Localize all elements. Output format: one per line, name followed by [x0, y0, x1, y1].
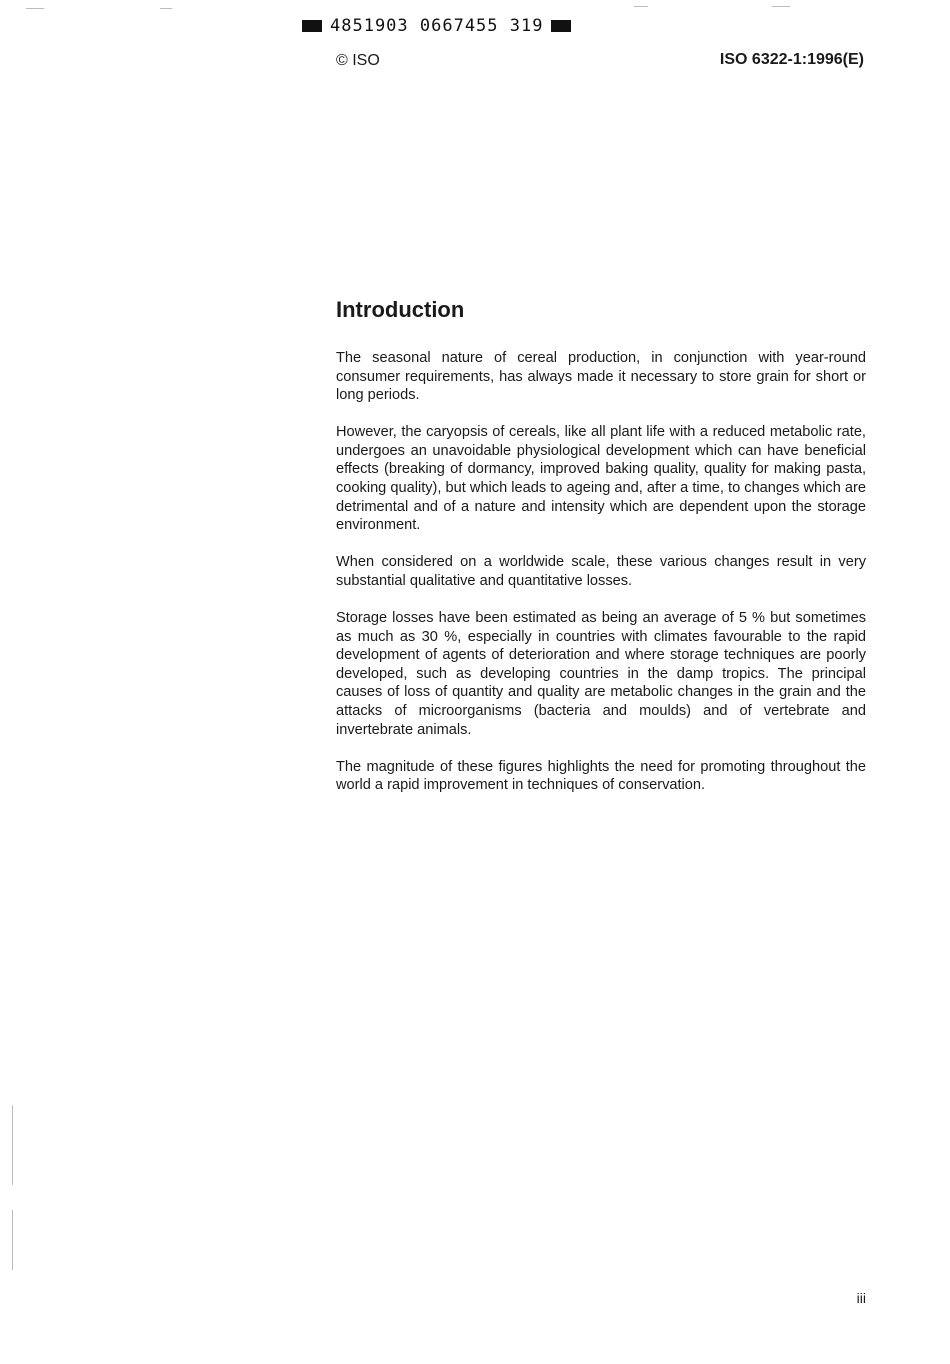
page-number: iii — [856, 1290, 866, 1306]
scan-artifact — [160, 8, 172, 9]
introduction-body — [336, 349, 866, 813]
paragraph: The magnitude of these figures highlights the need for promoting throughout the world a rapid improvement in techniques of conservation. — [336, 758, 866, 794]
barcode-number: 4851903 0667455 319 — [330, 16, 544, 36]
barcode-block-left — [302, 20, 322, 32]
paragraph: Storage losses have been estimated as being an average of 5 % but sometimes as much as 30 %, especially in countries with climates favourable to the rapid development of agents of deterioration and where storage techniques are poorly developed, such as developing countries in the damp tropics. The principal causes of loss of quantity and quality are metabolic changes in the grain and the attacks of microorganisms (bacteria and moulds) and of vertebrate and invertebrate animals. — [336, 610, 866, 738]
scan-artifact — [772, 6, 790, 7]
scan-artifact — [12, 1105, 13, 1185]
scan-artifact — [634, 6, 648, 7]
barcode-block-right — [551, 20, 571, 32]
copyright-notice: © ISO — [336, 52, 380, 69]
paragraph: When considered on a worldwide scale, these various changes result in very substantial qualitative and quantitative losses. — [336, 554, 866, 589]
section-title: Introduction — [336, 297, 465, 322]
paragraph: The seasonal nature of cereal production, in conjunction with year-round consumer requirements, has always made it necessary to store grain for short or long periods. — [336, 350, 866, 404]
paragraph: However, the caryopsis of cereals, like all plant life with a reduced metabolic rate, undergoes an unavoidable physiological development which can have beneficial effects (breaking of dormancy, improved baking quality, quality for making pasta, cooking quality), but which leads to ageing and, after a time, to changes which are detrimental and of a nature and intensity which are dependent upon the storage environment. — [336, 424, 866, 534]
barcode-strip — [302, 16, 586, 36]
scan-artifact — [26, 8, 44, 9]
scan-artifact — [12, 1210, 13, 1270]
standard-identifier: ISO 6322-1:1996(E) — [719, 51, 864, 68]
